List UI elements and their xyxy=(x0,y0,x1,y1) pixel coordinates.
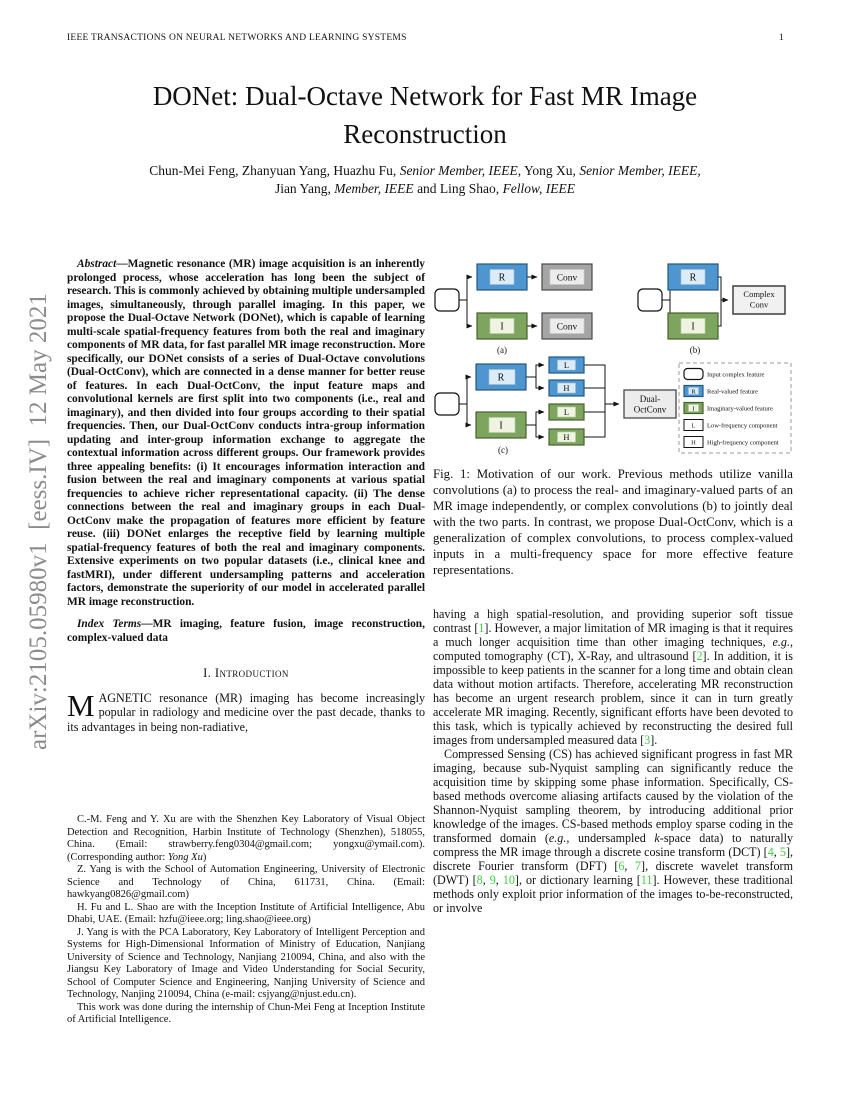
abstract-text: Magnetic resonance (MR) image acquisition is an inherently prolonged process, whose acceleration has long been the subject of research. This is commonly achieved by obtaining multiple undersampled images, simultaneously, through parallel imaging. In this paper, we propose the Dual-Octave Network (DONet), which is capable of learning multi-scale spatial-frequency features from both the real and imaginary components of MR data, for fast parallel MR image reconstruction. More specifically, our DONet consists of a series of Dual-Octave convolutions (Dual-OctConv), which are connected in a dense manner for better reuse of features. In each Dual-OctConv, the input feature maps and convolutional kernels are first split into two components (i.e., real and imaginary), and then divided into four groups according to their spatial frequencies. Then, our Dual-OctConv conducts intra-group information updating and inter-group information exchange to aggregate the contextual information across different groups. Our framework provides three appealing benefits: (i) It encourages information interaction and fusion between the real and imaginary components at various spatial frequencies to achieve richer representational capacity. (ii) The dense connections between the real and imaginary groups in each Dual-OctConv make the propagation of features more efficient by feature reuse. (iii) DONet enlarges the receptive field by learning multiple spatial-frequency features of both the real and imaginary components. Extensive experiments on two popular datasets (i.e., clinical knee and fastMRI), under different undersampling patterns and acceleration factors, demonstrate the superiority of our model in accelerated parallel MR image reconstruction. xyxy=(67,258,425,608)
svg-text:L: L xyxy=(563,360,570,370)
intro-dropcap: M xyxy=(67,688,95,723)
intro-paragraph xyxy=(67,688,425,734)
authors-line2: Jian Yang, Member, IEEE and Ling Shao, Fellow, IEEE xyxy=(274,180,576,196)
right-column xyxy=(433,256,793,915)
svg-text:High-frequency component: High-frequency component xyxy=(707,439,779,447)
complex-conv-box xyxy=(733,286,785,314)
paper-title-line2: Reconstruction xyxy=(343,119,507,149)
low-freq-box-real xyxy=(549,357,584,373)
left-column xyxy=(67,258,425,734)
svg-text:R: R xyxy=(691,388,696,396)
subfigure-label-b: (b) xyxy=(689,345,701,355)
input-node-c xyxy=(435,393,459,415)
svg-text:Conv: Conv xyxy=(749,299,769,310)
svg-text:I: I xyxy=(499,420,503,432)
journal-name: IEEE TRANSACTIONS ON NEURAL NETWORKS AND LEARNING SYSTEMS xyxy=(67,33,407,43)
svg-text:Complex: Complex xyxy=(743,289,775,299)
arxiv-watermark: arXiv:2105.05980v1 [eess.IV] 12 May 2021 xyxy=(25,293,52,751)
figure-legend xyxy=(679,363,791,453)
abstract-dash: — xyxy=(116,258,128,270)
index-terms xyxy=(67,618,425,645)
imag-box-c xyxy=(476,412,526,438)
high-freq-box-real xyxy=(549,380,584,396)
body-paragraph-2: Compressed Sensing (CS) has achieved significant progress in fast MR imaging, because sub-Nyquist sampling can significantly reduce the acquisition time by skipping some phase information. Specifically, CS-based methods overcome aliasing artifacts caused by the violation of the Shannon-Nyquist sampling theorem, by introducing additional prior knowledge of the images. CS-based methods employ sparse coding in the transformed domain (e.g., undersampled k-space data) to naturally compress the MR image through a discrete cosine transform (DCT) [4, 5], discrete Fourier transform (DFT) [6, 7], discrete wavelet transform (DWT) [8, 9, 10], or dictionary learning [11]. However, these traditional methods only exploit prior information of the images to-be-reconstructed, or involve xyxy=(433,747,793,915)
svg-text:Real-valued feature: Real-valued feature xyxy=(707,388,759,396)
intro-lead-word: AGNETIC xyxy=(98,691,152,705)
imag-box-b xyxy=(668,313,718,339)
index-terms-label: Index Terms xyxy=(77,618,142,630)
svg-text:Low-frequency component: Low-frequency component xyxy=(707,422,778,430)
footnote-affiliation-3: H. Fu and L. Shao are with the Inception Institute of Artificial Intelligence, Abu Dhabi, UAE. (Email: hzfu@ieee.org; ling.shao@ieee.org) xyxy=(67,901,425,925)
low-freq-box-imag xyxy=(549,404,584,420)
figure-1-diagram xyxy=(433,256,793,461)
input-node-b xyxy=(638,289,662,311)
high-freq-box-imag xyxy=(549,429,584,445)
conv-box-a-top xyxy=(542,264,592,290)
svg-text:I: I xyxy=(500,321,504,333)
index-terms-dash: — xyxy=(141,618,153,630)
figure-caption xyxy=(433,466,793,578)
author-list xyxy=(60,162,790,197)
svg-text:Conv: Conv xyxy=(556,273,578,284)
footnote-block xyxy=(67,814,425,1027)
svg-text:Conv: Conv xyxy=(556,322,578,333)
paper-title-line1: DONet: Dual-Octave Network for Fast MR Image xyxy=(152,81,698,111)
svg-text:Dual-: Dual- xyxy=(639,394,661,404)
intro-text: resonance (MR) imaging has become increasingly popular in radiology and medicine over the past decade, thanks to its advantages in being non-radiative, xyxy=(67,691,425,734)
svg-text:H: H xyxy=(563,383,570,393)
svg-text:I: I xyxy=(691,321,695,333)
figure-caption-text: Motivation of our work. Previous methods utilize vanilla convolutions (a) to process the real- and imaginary-valued parts of an MR image independently, or complex convolutions (b) to jointly deal with the two parts. In contrast, we propose Dual-OctConv, which is a generalization of complex convolutions, to process complex-valued inputs in a multi-frequency space for more effective feature representations. xyxy=(433,467,793,577)
footnote-affiliation-2: Z. Yang is with the School of Automation Engineering, University of Electronic Science and Technology of China, 611731, China. (Email: hawkyang0826@gmail.com) xyxy=(67,864,425,900)
svg-text:I: I xyxy=(692,405,695,413)
svg-text:Imaginary-valued feature: Imaginary-valued feature xyxy=(707,405,773,413)
svg-text:L: L xyxy=(691,422,696,430)
svg-text:Input complex feature: Input complex feature xyxy=(707,371,765,379)
paper-title xyxy=(60,77,790,153)
dual-octconv-box xyxy=(624,390,676,418)
running-header xyxy=(67,33,784,43)
svg-text:H: H xyxy=(691,439,696,447)
svg-text:OctConv: OctConv xyxy=(633,404,667,415)
footnote-affiliation-4: J. Yang is with the PCA Laboratory, Key Laboratory of Intelligent Perception and Systems for High-Dimensional Information of Ministry of Education, Nanjiang University of Science and Technology, Nanjiang 210094, China, and also with the Jiangsu Key Laboratory of Image and Video Understanding for Social Security, School of Computer Science and Engineering, Nanjing University of Science and Technology, Nanjing 210094, China (e-mail: csjyang@njust.edu.cn). xyxy=(67,926,425,1000)
real-box-b xyxy=(668,264,718,290)
index-terms-text: MR imaging, feature fusion, image reconstruction, complex-valued data xyxy=(67,618,425,644)
body-paragraph-1: having a high spatial-resolution, and providing superior soft tissue contrast [1]. However, a major limitation of MR imaging is that it requires a much longer acquisition time than other imaging techniques, e.g., computed tomography (CT), X-Ray, and ultrasound [2]. In addition, it is impossible to keep patients in the scanner for a long time and obtain clean data without motion artifacts. Therefore, accelerating MR reconstruction has become an urgent research problem, since it can in turn greatly accelerate MR imaging. Recently, significant efforts have been devoted to this task, which is typically achieved by reconstructing the desired full images from undersampled measured data [3]. xyxy=(433,607,793,747)
subfigure-label-c: (c) xyxy=(498,445,508,455)
page-number: 1 xyxy=(779,33,784,43)
svg-text:R: R xyxy=(498,272,506,284)
svg-text:R: R xyxy=(689,272,697,284)
subfigure-label-a: (a) xyxy=(497,345,507,355)
svg-text:H: H xyxy=(563,432,570,442)
real-box-a xyxy=(477,264,527,290)
figure-caption-tag: Fig. 1: xyxy=(433,467,470,481)
input-node-a xyxy=(435,289,459,311)
abstract xyxy=(67,258,425,609)
footnote-acknowledgment: This work was done during the internship of Chun-Mei Feng at Inception Institute of Artificial Intelligence. xyxy=(67,1001,425,1025)
section-heading-introduction: I. Introduction xyxy=(203,666,289,680)
authors-line1: Chun-Mei Feng, Zhanyuan Yang, Huazhu Fu, Senior Member, IEEE, Yong Xu, Senior Member, IEEE, xyxy=(149,163,701,178)
imag-box-a xyxy=(477,313,527,339)
footnote-affiliation-1: C.-M. Feng and Y. Xu are with the Shenzhen Key Laboratory of Visual Object Detection and Recognition, Harbin Institute of Technology (Shenzhen), 518055, China. (Email: strawberry.feng0304@gmail.com; yongxu@ymail.com). (Corresponding author: Yong Xu) xyxy=(67,814,425,863)
conv-box-a-bottom xyxy=(542,313,592,339)
svg-text:L: L xyxy=(563,407,570,417)
abstract-label: Abstract xyxy=(77,258,117,270)
real-box-c xyxy=(476,364,526,390)
svg-text:R: R xyxy=(497,372,505,384)
